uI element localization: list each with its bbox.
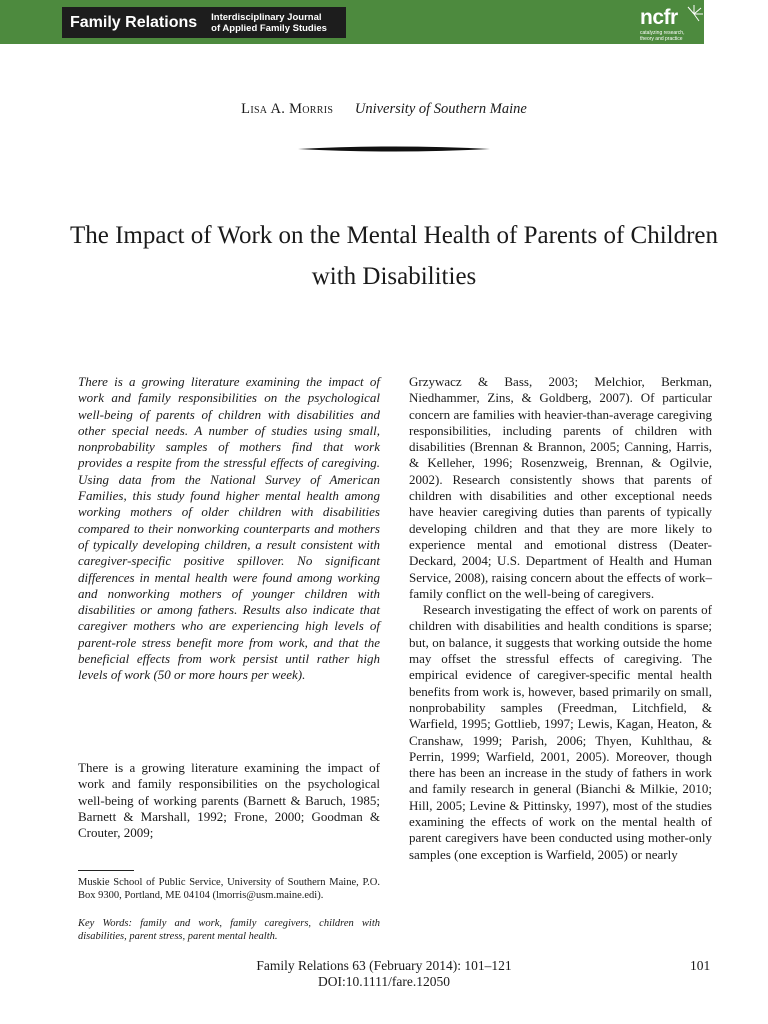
- author-affiliation: University of Southern Maine: [354, 101, 527, 117]
- author-name: Lisa A. Morris: [241, 101, 334, 117]
- intro-paragraph: There is a growing literature examining the impact of work and family responsibilities on the psychological well-being of working parents (Barnett & Baruch, 1985; Barnett & Marshall, 1992; Frone, 2000; Goodman & Crouter, 2009;: [78, 760, 380, 841]
- journal-name: Family Relations: [70, 13, 198, 31]
- body-paragraph-1: Grzywacz & Bass, 2003; Melchior, Berkman, Niedhammer, Zins, & Goldberg, 2007). Of particular concern are families with heavier-than-average caregiving responsibilities, including parents of children with disabilities (Brennan & Brannon, 2005; Canning, Harris, & Kelleher, 1996; Rosenzweig, Brennan, & Ogilvie, 2002). Research consistently shows that parents of children with disabilities and other exceptional needs have heavier caregiving duties than parents of typically developing children and that they are more likely to experience mental and emotional distress (Deater-Deckard, 2004; U.S. Department of Health and Human Service, 2008), raising concern about the effects of work–family conflict on the well-being of caregivers.: [409, 374, 712, 601]
- footnote-rule: [78, 870, 134, 871]
- journal-header-band: [0, 0, 704, 44]
- journal-name-box: [62, 7, 346, 38]
- author-line: [0, 101, 768, 118]
- doi-line: DOI:10.1111/fare.12050: [318, 974, 450, 989]
- page-number: 101: [690, 958, 711, 973]
- title-ornament-rule: [298, 143, 490, 155]
- left-column: [78, 374, 380, 841]
- footnote-address: Muskie School of Public Service, University of Southern Maine, P.O. Box 9300, Portland, ME 04104 (lmorris@usm.maine.edi).: [78, 877, 380, 902]
- journal-subtitle: Interdisciplinary Journal of Applied Family Studies: [211, 11, 327, 34]
- abstract: There is a growing literature examining the impact of work and family responsibilities on the psychological well-being of parents of children with disabilities and other special needs. A number of studies using small, nonprobability samples of mothers find that work provides a respite from the stressful effects of caregiving. Using data from the National Survey of American Families, this study found higher mental health among working mothers of older children with disabilities compared to their nonworking counterparts and mothers of typically developing children, a result consistent with caregiver-specific positive spillover. No significant differences in mental health were found among working and nonworking mothers of younger children with disabilities or among fathers. Results also indicate that caregiver mothers who are experiencing high levels of parent-role stress benefit more from work, and that the beneficial effects from work persist until rather high levels of work (50 or more hours per week).: [78, 374, 380, 683]
- ncfr-logo-text: ncfr: [640, 6, 678, 29]
- ncfr-logo: [640, 6, 702, 42]
- footer-citation: [0, 958, 768, 990]
- right-column: [409, 374, 712, 863]
- footnote-keywords: Key Words: family and work, family caregivers, children with disabilities, parent stress, parent mental health.: [78, 918, 380, 943]
- citation-line: Family Relations 63 (February 2014): 101–121: [256, 958, 512, 973]
- ncfr-tagline: catalyzing research, theory and practice: [640, 30, 685, 42]
- body-paragraph-2: Research investigating the effect of work on parents of children with disabilities and health conditions is sparse; but, on balance, it suggests that working outside the home may offset the stressful effects of caregiving. The empirical evidence of caregiver-specific mental health benefits from work is, however, based primarily on small, nonprobability samples (Freedman, Litchfield, & Warfield, 1995; Gottlieb, 1997; Lewis, Kagan, Heaton, & Cranshaw, 1999; Parish, 2006; Thyen, Kuhlthau, & Perrin, 1999; Warfield, 2001, 2005). Moreover, though there has been an increase in the study of fathers in work and family research in general (Bianchi & Milkie, 2010; Hill, 2005; Levine & Pittinsky, 1997), most of the studies examining the effects of work on the mental health of parent caregivers have been conducted using mother-only samples (one exception is Warfield, 2005) or nearly: [409, 602, 712, 862]
- article-title: The Impact of Work on the Mental Health of Parents of Children with Disabilities: [69, 222, 719, 290]
- sunburst-icon: [684, 4, 704, 24]
